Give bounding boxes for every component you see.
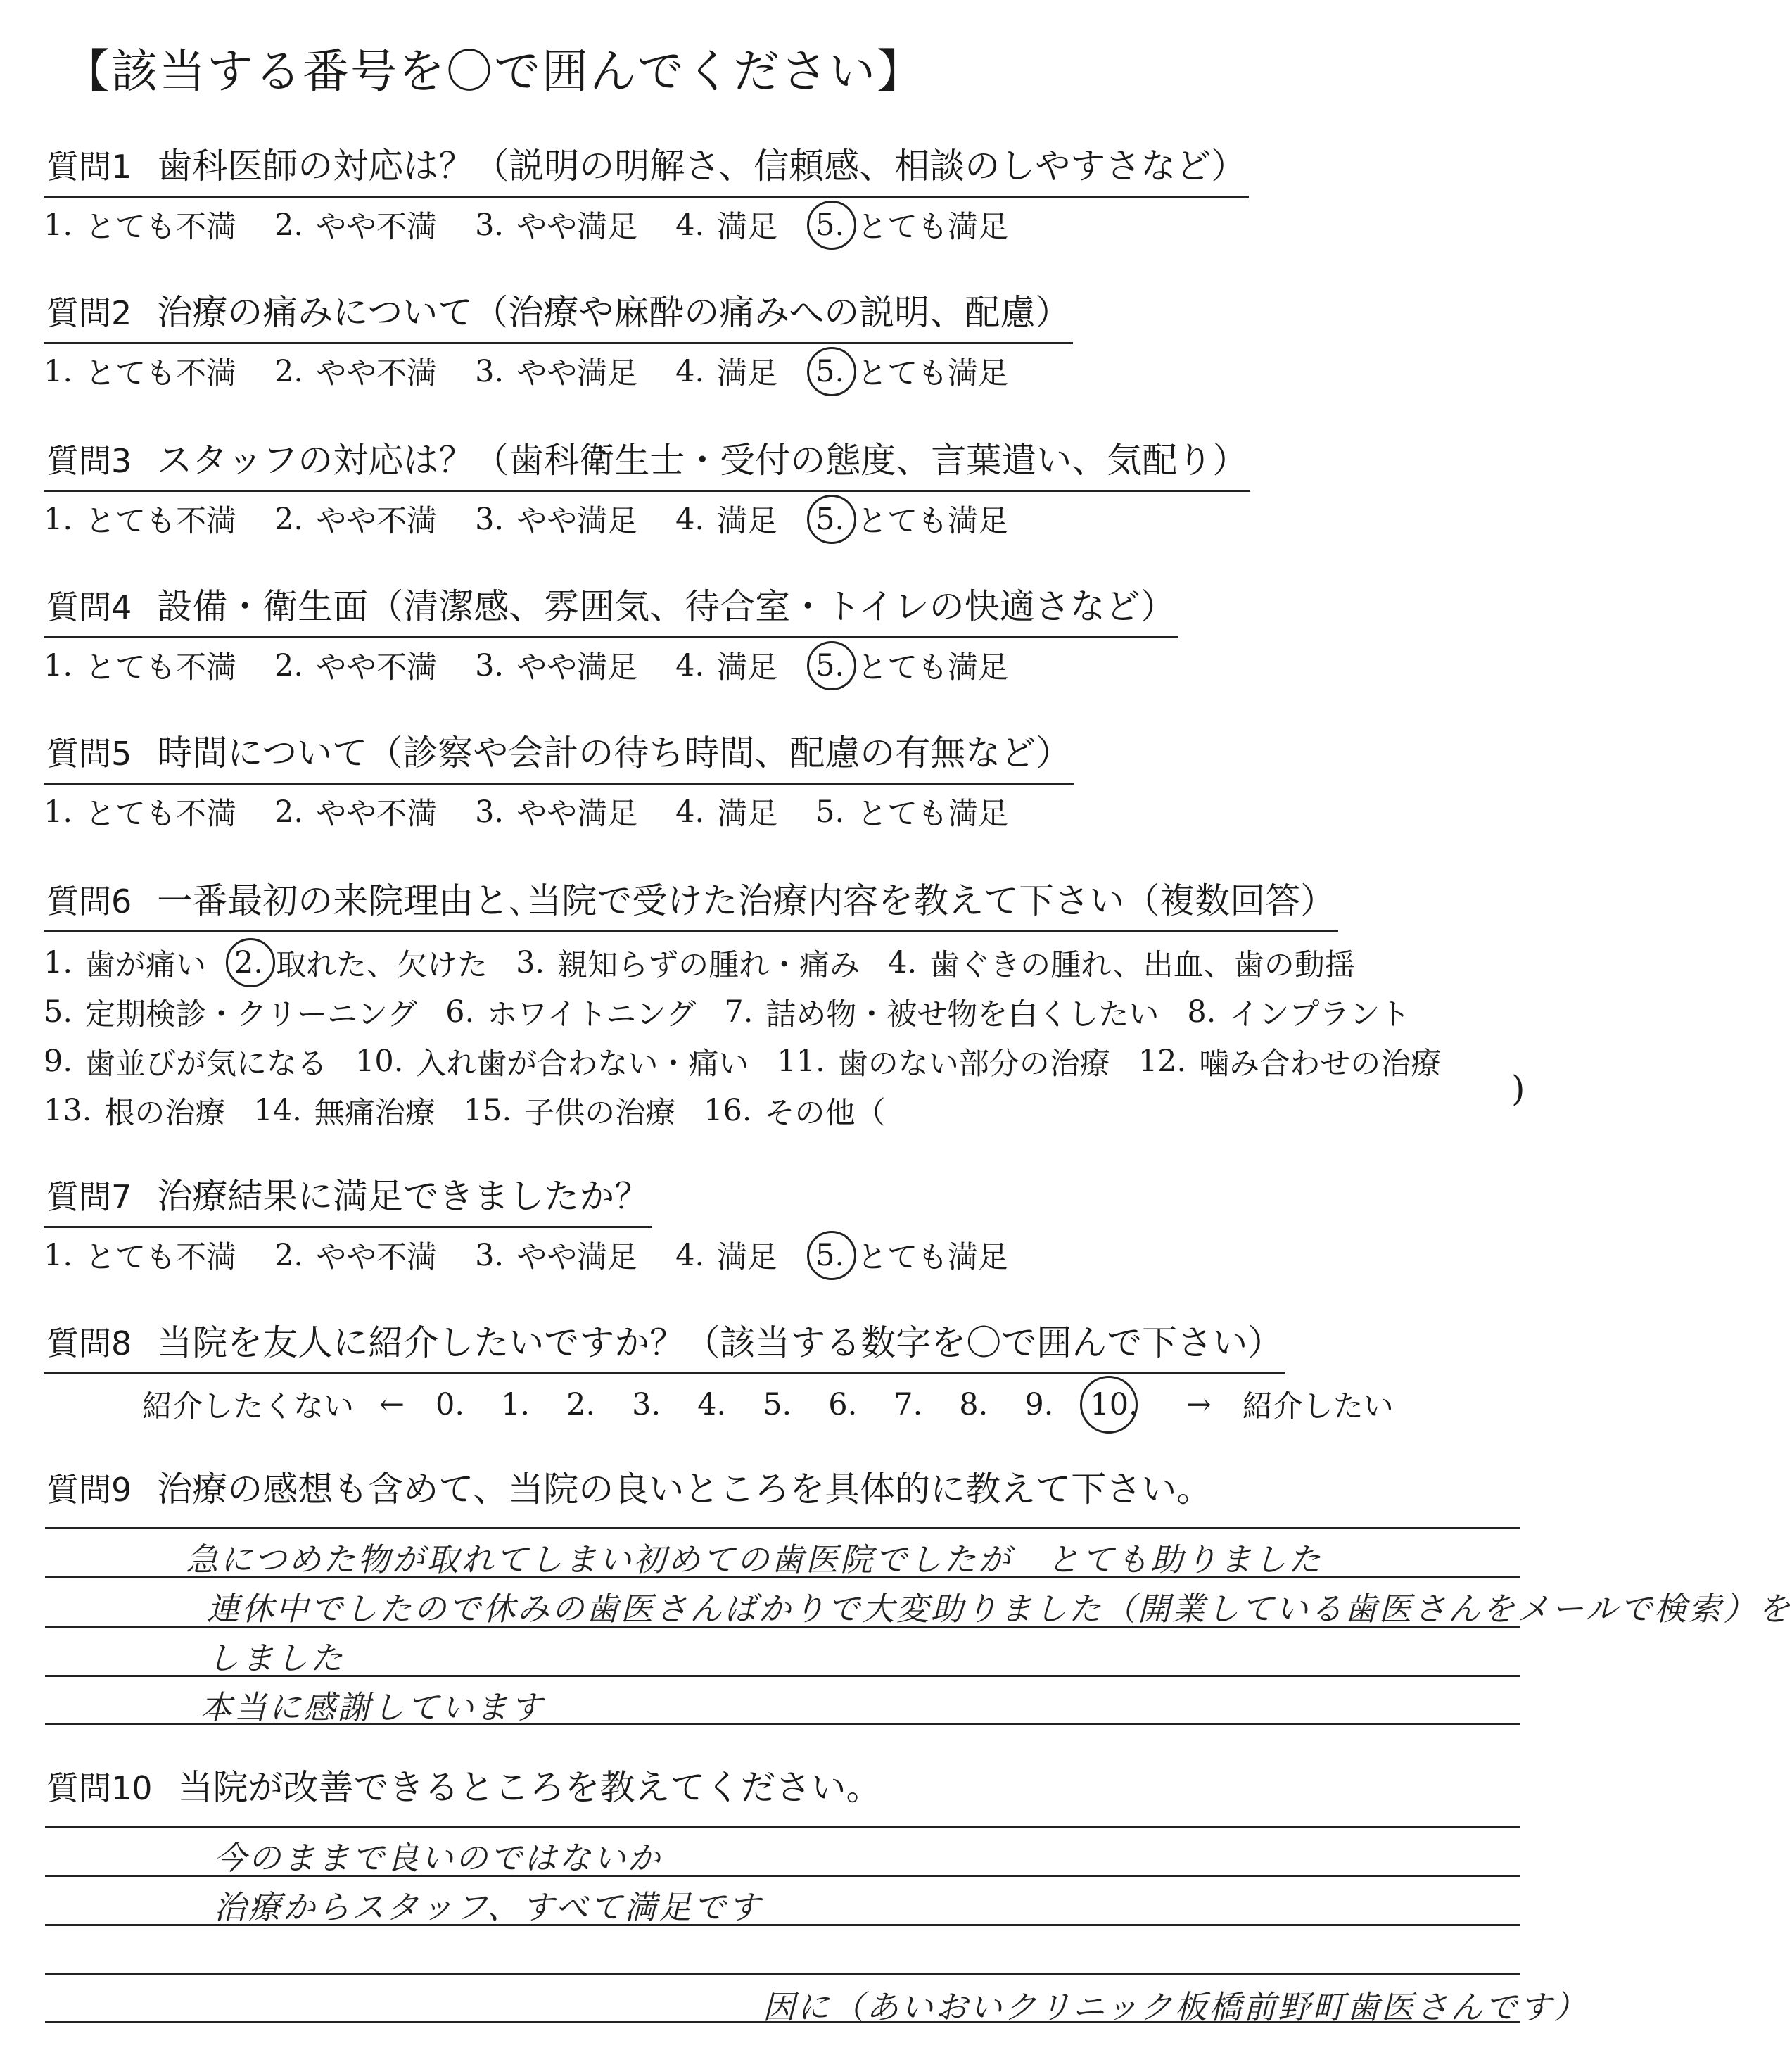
option-3[interactable]: 3. やや満足: [475, 647, 638, 685]
option-5-selected[interactable]: 5. とても満足: [815, 1237, 1009, 1275]
option-2[interactable]: 2. やや不満: [274, 1237, 438, 1275]
right-arrow-icon: →: [1186, 1386, 1212, 1422]
scale-right-label: 紹介したい: [1242, 1389, 1394, 1424]
scale-9[interactable]: 9.: [1024, 1386, 1054, 1422]
question-text: 一番最初の来院理由と､当院で受けた治療内容を教えて下さい（複数回答）: [157, 880, 1336, 921]
answer-area-q9[interactable]: [45, 1527, 1792, 1726]
question-text: 治療の感想も含めて、当院の良いところを具体的に教えて下さい。: [157, 1469, 1212, 1510]
option-2[interactable]: 2. やや不満: [274, 647, 438, 685]
reason-option-14[interactable]: 14. 無痛治療: [253, 1093, 436, 1131]
question-text: スタッフの対応は？（歯科衛生士・受付の態度、言葉遣い、気配り）: [157, 440, 1248, 481]
option-5-selected[interactable]: 5. とても満足: [815, 353, 1009, 391]
left-arrow-icon: ←: [379, 1386, 405, 1422]
option-4[interactable]: 4. 満足: [675, 647, 778, 685]
question-9: [44, 1461, 1214, 1519]
option-4[interactable]: 4. 満足: [675, 1237, 778, 1275]
handwritten-answer: しました: [207, 1639, 345, 1677]
question-2: [44, 284, 1073, 393]
question-text: 設備・衛生面（清潔感、雰囲気、待合室・トイレの快適さなど）: [157, 586, 1176, 627]
option-2[interactable]: 2. やや不満: [274, 794, 438, 832]
option-3[interactable]: 3. やや満足: [475, 207, 638, 245]
option-3[interactable]: 3. やや満足: [475, 353, 638, 391]
rating-options: [44, 1234, 1046, 1277]
reason-option-16[interactable]: 16. その他（: [704, 1093, 886, 1131]
option-5-selected[interactable]: 5. とても満足: [815, 207, 1009, 245]
option-2[interactable]: 2. やや不満: [274, 353, 438, 391]
question-7: [44, 1168, 1046, 1277]
question-text: 当院が改善できるところを教えてください。: [177, 1767, 882, 1808]
scale-1[interactable]: 1.: [501, 1386, 530, 1422]
question-title: [44, 432, 1250, 492]
option-4[interactable]: 4. 満足: [675, 353, 778, 391]
scale-6[interactable]: 6.: [828, 1386, 858, 1422]
option-1[interactable]: 1. とても不満: [44, 207, 237, 245]
rating-options: [44, 350, 1073, 393]
recommend-scale: [142, 1383, 1408, 1426]
option-4[interactable]: 4. 満足: [675, 794, 778, 832]
question-text: 治療結果に満足できましたか？: [157, 1176, 650, 1217]
reason-option-9[interactable]: 9. 歯並びが気になる: [44, 1044, 328, 1082]
question-title: [44, 725, 1074, 785]
reason-options: [44, 938, 1469, 1135]
scale-4[interactable]: 4.: [697, 1386, 727, 1422]
rating-options: [44, 498, 1250, 540]
scale-3[interactable]: 3.: [632, 1386, 661, 1422]
handwritten-answer: 連休中でしたので休みの歯医さんばかりで大変助りました（開業している歯医さんをメールで検索）を: [207, 1590, 1792, 1628]
scale-5[interactable]: 5.: [763, 1386, 792, 1422]
question-text: 歯科医師の対応は？（説明の明解さ、信頼感、相談のしやすさなど）: [157, 146, 1247, 186]
question-text: 治療の痛みについて（治療や麻酔の痛みへの説明、配慮）: [157, 292, 1071, 333]
question-4: [44, 578, 1178, 687]
option-1[interactable]: 1. とても不満: [44, 1237, 237, 1275]
rating-options: [44, 644, 1178, 687]
reason-option-13[interactable]: 13. 根の治療: [44, 1093, 226, 1131]
option-5-selected[interactable]: 5. とても満足: [815, 647, 1009, 685]
reason-option-15[interactable]: 15. 子供の治療: [463, 1093, 676, 1131]
reason-option-7[interactable]: 7. 詰め物・被せ物を白くしたい: [724, 994, 1159, 1032]
option-row: [44, 987, 1469, 1037]
question-number: 質問6: [46, 882, 132, 920]
question-1: [44, 138, 1249, 246]
question-5: [44, 725, 1074, 833]
option-5[interactable]: 5. とても満足: [815, 794, 1009, 832]
option-1[interactable]: 1. とても不満: [44, 353, 237, 391]
handwritten-answer: 本当に感謝しています: [200, 1688, 545, 1726]
handwritten-answer: 急につめた物が取れてしまい初めての歯医院でしたが とても助りました: [186, 1540, 1323, 1578]
option-row: [44, 938, 1469, 987]
handwritten-answer: 今のままで良いのではないか: [214, 1839, 662, 1877]
option-3[interactable]: 3. やや満足: [475, 794, 638, 832]
answer-area-q10[interactable]: [45, 1826, 1589, 2026]
reason-option-4[interactable]: 4. 歯ぐきの腫れ、出血、歯の動揺: [888, 945, 1355, 983]
option-3[interactable]: 3. やや満足: [475, 501, 638, 539]
question-text: 当院を友人に紹介したいですか？（該当する数字を〇で囲んで下さい）: [157, 1322, 1283, 1363]
rating-options: [44, 203, 1249, 246]
question-title: [44, 1759, 884, 1817]
question-title: [44, 1168, 652, 1228]
question-number: 質問4: [46, 588, 132, 626]
scale-8[interactable]: 8.: [959, 1386, 989, 1422]
reason-option-6[interactable]: 6. ホワイトニング: [445, 994, 697, 1032]
question-title: [44, 873, 1338, 932]
rating-options: [44, 790, 1074, 833]
question-number: 質問2: [46, 294, 132, 332]
question-number: 質問9: [46, 1471, 132, 1509]
question-number: 質問5: [46, 735, 132, 773]
scale-0[interactable]: 0.: [436, 1386, 465, 1422]
option-2[interactable]: 2. やや不満: [274, 501, 438, 539]
option-3[interactable]: 3. やや満足: [475, 1237, 638, 1275]
reason-option-12[interactable]: 12. 噛み合わせの治療: [1138, 1044, 1442, 1082]
option-2[interactable]: 2. やや不満: [274, 207, 438, 245]
option-4[interactable]: 4. 満足: [675, 207, 778, 245]
reason-option-2-selected[interactable]: 2. 取れた、欠けた: [234, 945, 488, 983]
reason-option-8[interactable]: 8. インプラント: [1187, 994, 1411, 1032]
writing-line: [45, 1527, 1520, 1529]
option-1[interactable]: 1. とても不満: [44, 647, 237, 685]
question-6: [44, 873, 1469, 1135]
reason-option-11[interactable]: 11. 歯のない部分の治療: [777, 1044, 1110, 1082]
question-title: [44, 1315, 1285, 1374]
question-number: 質問1: [46, 148, 132, 186]
scale-left-label: 紹介したくない: [142, 1389, 354, 1424]
option-row: [44, 1086, 1469, 1135]
scale-7[interactable]: 7.: [894, 1386, 923, 1422]
option-row: [44, 1037, 1469, 1086]
option-1[interactable]: 1. とても不満: [44, 794, 237, 832]
question-number: 質問3: [46, 442, 132, 480]
question-3: [44, 432, 1250, 540]
option-1[interactable]: 1. とても不満: [44, 501, 237, 539]
reason-option-10[interactable]: 10. 入れ歯が合わない・痛い: [355, 1044, 749, 1082]
scale-10-selected[interactable]: 10.: [1090, 1386, 1138, 1422]
other-close-paren: ): [1511, 1068, 1525, 1109]
question-8: [44, 1315, 1408, 1426]
question-10: [44, 1759, 884, 1817]
writing-line: [45, 1826, 1520, 1828]
question-title: [44, 578, 1178, 638]
reason-option-5[interactable]: 5. 定期検診・クリーニング: [44, 994, 418, 1032]
reason-option-3[interactable]: 3. 親知らずの腫れ・痛み: [516, 945, 860, 983]
scale-2[interactable]: 2.: [566, 1386, 596, 1422]
question-text: 時間について（診察や会計の待ち時間、配慮の有無など）: [157, 733, 1072, 773]
question-title: [44, 284, 1073, 344]
question-title: [44, 138, 1249, 198]
writing-line: [45, 1973, 1520, 1975]
handwritten-answer: 治療からスタッフ、すべて満足です: [214, 1888, 763, 1926]
question-title: [44, 1461, 1214, 1519]
handwritten-answer: 因に（あいおいクリニック板橋前野町歯医さんです）: [763, 1988, 1589, 2026]
option-5-selected[interactable]: 5. とても満足: [815, 501, 1009, 539]
option-4[interactable]: 4. 満足: [675, 501, 778, 539]
question-number: 質問7: [46, 1178, 132, 1216]
question-number: 質問10: [46, 1769, 153, 1807]
page-title: 【該当する番号を〇で囲んでください】: [63, 44, 924, 99]
reason-option-1[interactable]: 1. 歯が痛い: [44, 945, 207, 983]
question-number: 質問8: [46, 1324, 132, 1362]
